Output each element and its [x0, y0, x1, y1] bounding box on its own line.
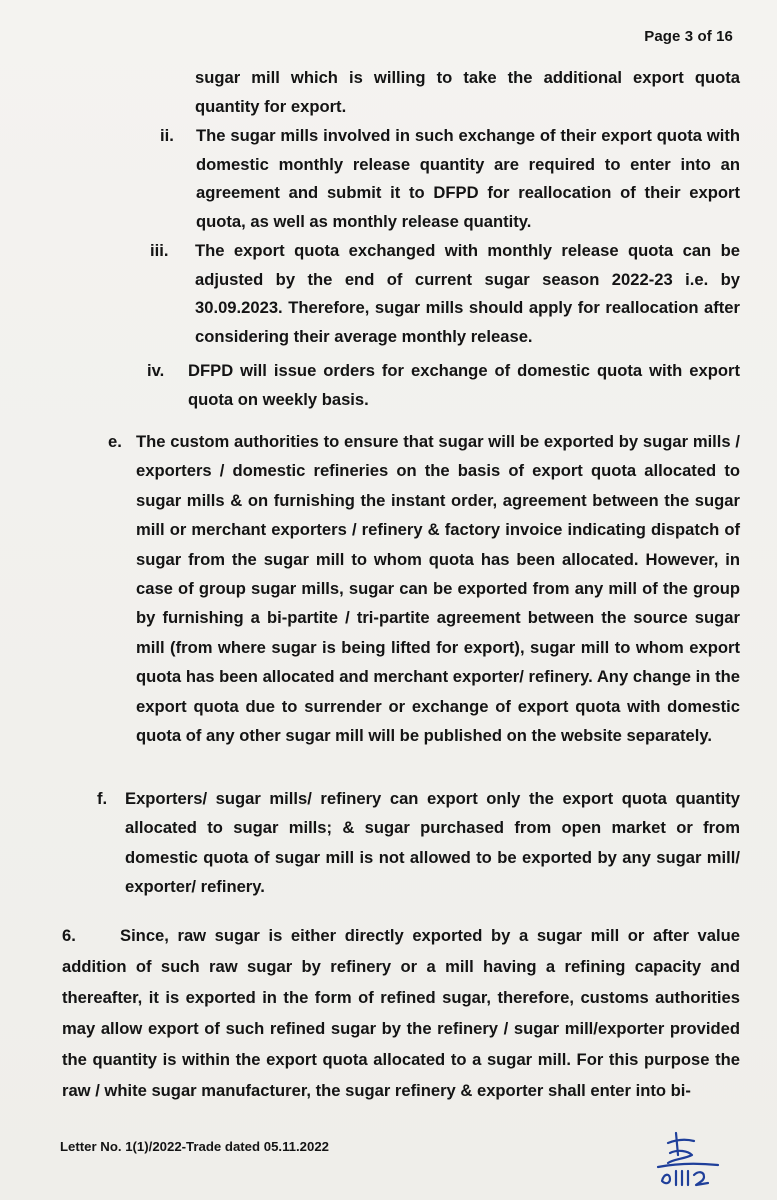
sub-item-number: ii.: [160, 126, 174, 145]
item-text: Exporters/ sugar mills/ refinery can export only the export quota quantity allocated to sugar mills; & sugar purchased from open market or from domestic quota of sugar mill is not allowed to be exported by any sugar mill/ exporter/ refinery.: [125, 789, 740, 897]
sub-item-text: DFPD will issue orders for exchange of domestic quota with export quota on weekly basis.: [188, 361, 740, 409]
item-text: The custom authorities to ensure that sugar will be exported by sugar mills / exporters / domestic refineries on the basis of export quota allocated to sugar mills & on furnishing the instant order, agreement between the sugar mill or merchant exporters / refinery & factory invoice indicating dispatch of sugar from the sugar mill to whom quota has been allocated. However, in case of group sugar mills, sugar can be exported from any mill of the group by furnishing a bi-partite / tri-partite agreement between the source sugar mill (from where sugar is being lifted for export), sugar mill to whom export quota has been allocated and merchant exporter/ refinery. Any change in the export quota due to surrender or exchange of export quota with domestic quota of any other sugar mill will be published on the website separately.: [136, 432, 740, 746]
item-letter: f.: [97, 789, 108, 808]
continuation-text: sugar mill which is willing to take the additional export quota quantity for export.: [195, 68, 740, 116]
sub-item-number: iv.: [147, 361, 165, 380]
sub-item-number: iii.: [150, 241, 169, 260]
sub-item-text: The export quota exchanged with monthly release quota can be adjusted by the end of current sugar season 2022-23 i.e. by 30.09.2023. Therefore, sugar mills should apply for reallocation after considering their average monthly release.: [195, 241, 740, 346]
letter-reference: Letter No. 1(1)/2022-Trade dated 05.11.2022: [60, 1139, 330, 1154]
paragraph-number: 6.: [62, 926, 76, 945]
page-number: Page 3 of 16: [644, 28, 733, 45]
item-letter: e.: [108, 432, 122, 451]
paragraph-6: [62, 920, 740, 1106]
sub-item-text: The sugar mills involved in such exchange of their export quota with domestic monthly release quantity are required to enter into an agreement and submit it to DFPD for reallocation of their export quota, as well as monthly release quantity.: [196, 126, 740, 231]
paragraph-text: Since, raw sugar is either directly exported by a sugar mill or after value addition of such raw sugar by refinery or a mill having a refining capacity and thereafter, it is exported in the form of refined sugar, therefore, customs authorities may allow export of such refined sugar by the refinery / sugar mill/exporter provided the quantity is within the export quota allocated to a sugar mill. For this purpose the raw / white sugar manufacturer, the sugar refinery & exporter shall enter into bi-: [62, 926, 740, 1100]
signature-icon: [648, 1125, 728, 1193]
